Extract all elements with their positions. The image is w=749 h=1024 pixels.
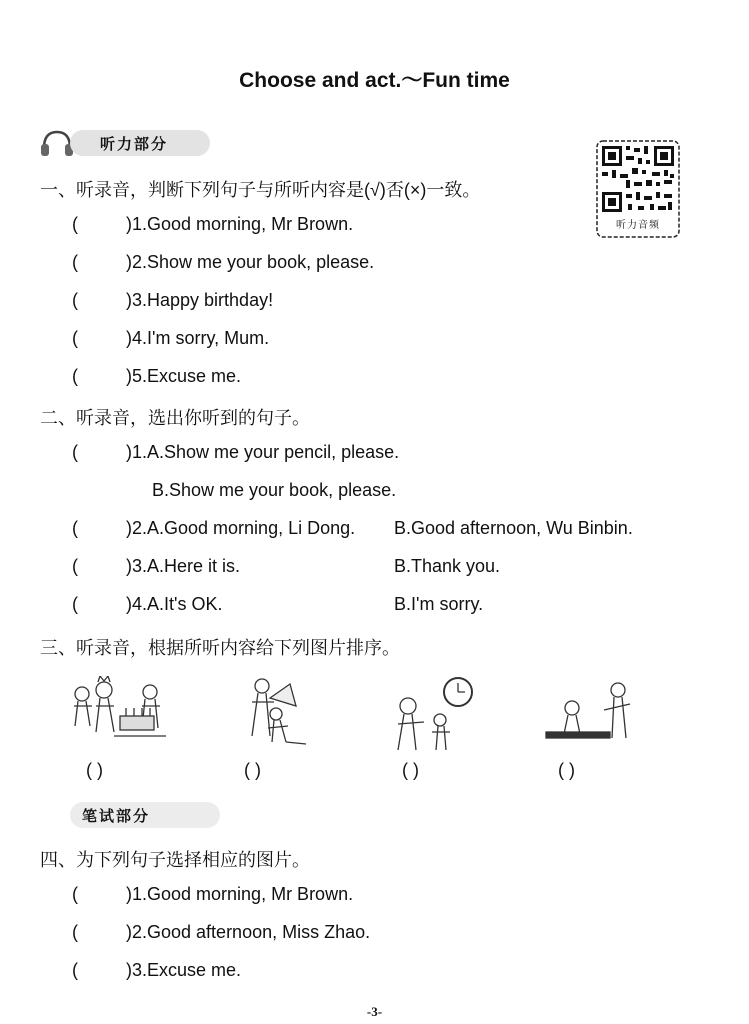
picture-order-blank-2[interactable]: ( ) [244, 760, 261, 780]
page-title: Choose and act.～Fun time [239, 69, 510, 92]
option-a: )4.A.It's OK. [126, 594, 223, 614]
section2-heading: 二、听录音，选出你听到的句子。 [40, 408, 310, 428]
answer-blank[interactable]: ( [72, 442, 78, 462]
answer-blank[interactable]: ( [72, 922, 78, 942]
girl-clock-illustration [394, 676, 478, 754]
option-b: B.Good afternoon, Wu Binbin. [394, 518, 633, 538]
listening-tag: 听力部分 [100, 136, 169, 153]
answer-blank[interactable]: ( [72, 252, 78, 272]
answer-blank[interactable]: ( [72, 884, 78, 904]
answer-blank[interactable]: ( [72, 214, 78, 234]
writing-header [40, 800, 200, 828]
question-text: )2.Good afternoon, Miss Zhao. [126, 922, 371, 942]
writing-tag: 笔试部分 [82, 808, 151, 825]
picture-order-blank-3[interactable]: ( ) [402, 760, 419, 780]
birthday-party-illustration [70, 676, 170, 746]
answer-blank[interactable]: ( [72, 556, 78, 576]
answer-blank[interactable]: ( [72, 518, 78, 538]
answer-blank[interactable]: ( [72, 960, 78, 980]
answer-blank[interactable]: ( [72, 328, 78, 348]
option-a: )2.A.Good morning, Li Dong. [126, 518, 356, 538]
answer-blank[interactable]: ( [72, 290, 78, 310]
boys-desk-illustration [544, 676, 636, 746]
qr-caption: 听力音频 [616, 220, 660, 231]
question-text: )1.Good morning, Mr Brown. [126, 884, 354, 904]
question-text: )5.Excuse me. [126, 366, 242, 386]
question-text: )2.Show me your book, please. [126, 252, 375, 272]
picture-order-blank-4[interactable]: ( ) [558, 760, 575, 780]
option-a: )1.A.Show me your pencil, please. [126, 442, 400, 462]
picture-order-blank-1[interactable]: ( ) [86, 760, 103, 780]
question-text: )4.I'm sorry, Mum. [126, 328, 270, 348]
teacher-student-illustration [240, 676, 312, 748]
option-b: B.I'm sorry. [394, 594, 484, 614]
listening-header [40, 128, 180, 156]
option-b: B.Thank you. [394, 556, 501, 576]
answer-blank[interactable]: ( [72, 594, 78, 614]
section3-heading: 三、听录音，根据所听内容给下列图片排序。 [40, 638, 400, 658]
question-text: )3.Happy birthday! [126, 290, 274, 310]
option-a: )3.A.Here it is. [126, 556, 241, 576]
section1-heading: 一、听录音，判断下列句子与所听内容是(√)否(×)一致。 [40, 180, 481, 200]
option-b: B.Show me your book, please. [152, 480, 397, 500]
section4-heading: 四、为下列句子选择相应的图片。 [40, 850, 310, 870]
qr-code-box[interactable] [596, 140, 680, 238]
answer-blank[interactable]: ( [72, 366, 78, 386]
headphones-icon [40, 128, 74, 163]
question-text: )3.Excuse me. [126, 960, 242, 980]
page-number: -3- [366, 1004, 383, 1019]
question-text: )1.Good morning, Mr Brown. [126, 214, 354, 234]
